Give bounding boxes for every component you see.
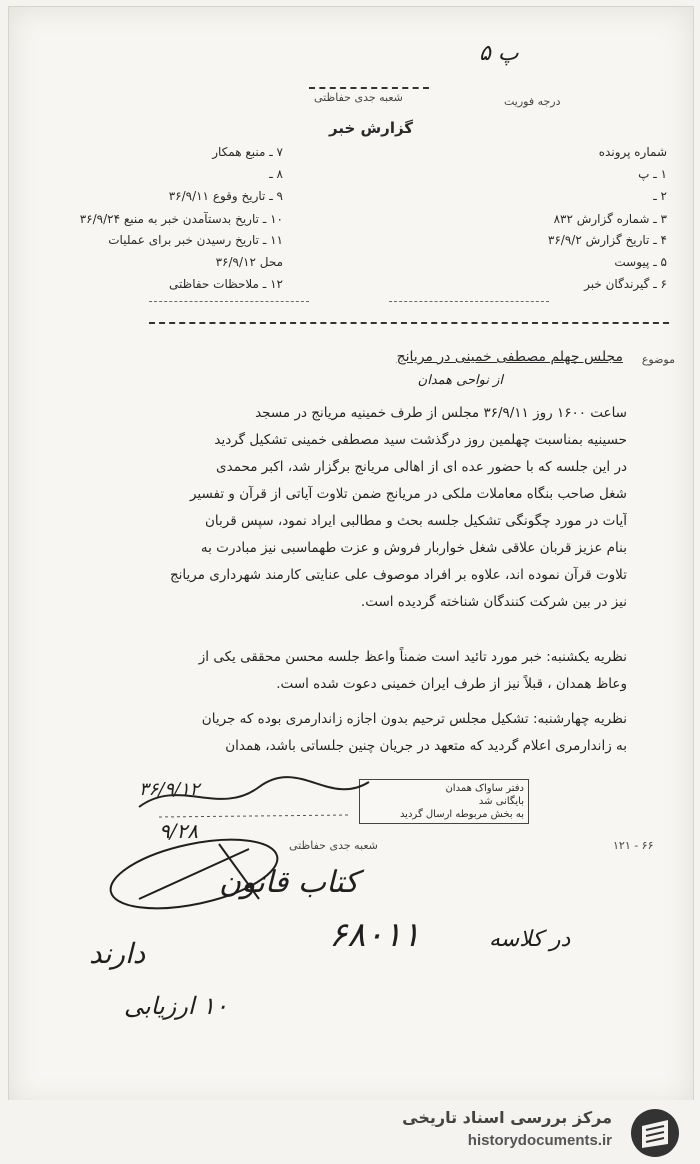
body-line: شغل صاحب بنگاه معاملات ملکی در مریانج ضمن تلاوت آیاتی از قرآن و تفسیر	[189, 486, 627, 502]
bottom-department: شعبه جدی حفاظتی	[289, 839, 378, 852]
field-left-6: محل ۳۶/۹/۱۲	[215, 255, 283, 269]
note-line: نظریه چهارشنبه: تشکیل مجلس ترحیم بدون اجازه زاندارمری بوده که جریان	[201, 711, 627, 727]
stamp-line: دفتر ساواک همدان	[445, 783, 524, 794]
note-line: نظریه یکشنبه: خبر مورد تائید است ضمناً واعظ جلسه محسن محققی یکی از	[198, 649, 627, 665]
field-right-1: شماره پرونده	[598, 145, 667, 159]
note-line: وعاظ همدان ، قبلاً نیز از طرف ایران خمینی دعوت شده است.	[276, 676, 627, 692]
body-line: در این جلسه که با حضور عده ای از اهالی مریانج برگزار شد، اکبر محمدی	[216, 459, 627, 475]
header-rule	[309, 87, 429, 89]
form-code: ۱۲۱ - ۶۶	[613, 839, 654, 852]
signature-scribble-icon	[129, 767, 379, 827]
body-line: نیز در بین شرکت کنندگان شناخته گردیده است.	[360, 594, 627, 610]
archive-stamp	[359, 779, 529, 824]
field-right-4: ۳ ـ شماره گزارش ۸۳۲	[553, 212, 667, 226]
stamp-line: بایگانی شد	[478, 796, 524, 807]
hand-mark: ۹/۲۸	[159, 819, 198, 843]
body-line: بنام عزیز قربان علاقی شغل خواربار فروش و عزت طهماسبی نیز مبادرت به	[200, 540, 627, 556]
footer-site: historydocuments.ir	[467, 1132, 612, 1149]
field-left-1: ۷ ـ منبع همکار	[212, 145, 283, 159]
note-line: به زاندارمری اعلام گردید که متعهد در جریان چنین جلساتی باشد، همدان	[225, 738, 627, 754]
field-left-2: ۸ ـ	[269, 167, 283, 181]
field-right-3: ۲ ـ	[653, 189, 667, 203]
field-left-4: ۱۰ ـ تاریخ بدستآمدن خبر به منبع ۳۶/۹/۲۴	[79, 212, 283, 226]
field-rule	[149, 301, 309, 302]
footer-org-name: مرکز بررسی اسناد تاریخی	[402, 1108, 612, 1127]
hand-note-1: کتاب قانون	[219, 865, 359, 900]
body-line: آیات در مورد چگونگی تشکیل جلسه بحث و مطالبی ایراد نمود، سپس قربان	[205, 513, 627, 529]
body-line: ساعت ۱۶۰۰ روز ۳۶/۹/۱۱ مجلس از طرف خمینیه مریانج در مسجد	[255, 405, 627, 421]
subject-text: مجلس چهلم مصطفی خمینی در مریانج	[396, 349, 623, 365]
hand-number: ۶۸۰۱۱	[329, 915, 421, 955]
body-line: تلاوت قرآن نموده اند، علاوه بر افراد موصوف علی عنایتی کارمند شهرداری مریانج	[169, 567, 627, 583]
document-page	[8, 6, 694, 1108]
footer-watermark	[0, 1100, 700, 1164]
classification-label: درجه فوریت	[504, 95, 561, 108]
archive-logo-icon	[628, 1106, 682, 1160]
subject-label: موضوع	[641, 353, 675, 366]
subject-extra: از نواحی همدان	[417, 373, 503, 388]
body-line: حسینیه بمناسبت چهلمین روز درگذشت سید مصطفی خمینی تشکیل گردید	[214, 432, 627, 448]
hand-note-4: ۱۰ ارزیابی	[124, 992, 228, 1020]
hand-note-3: در کلاسه	[489, 927, 571, 952]
section-divider	[149, 322, 669, 324]
page-mark: ۵ پ	[479, 41, 519, 66]
form-title: گزارش خبر	[329, 119, 414, 137]
field-rule	[389, 301, 549, 302]
hand-note-2: دارند	[89, 937, 146, 970]
field-left-5: ۱۱ ـ تاریخ رسیدن خبر برای عملیات	[108, 233, 283, 247]
field-right-2: ۱ ـ پ	[638, 167, 667, 181]
signature-date: ۳۶/۹/۱۲	[139, 779, 200, 800]
stamp-line: به بخش مربوطه ارسال گردید	[399, 809, 524, 820]
field-right-6: ۵ ـ پیوست	[614, 255, 667, 269]
field-left-3: ۹ ـ تاریخ وقوع ۳۶/۹/۱۱	[168, 189, 283, 203]
field-right-7: ۶ ـ گیرندگان خبر	[584, 277, 667, 291]
field-left-7: ۱۲ ـ ملاحظات حفاظتی	[169, 277, 283, 291]
field-right-5: ۴ ـ تاریخ گزارش ۳۶/۹/۲	[547, 233, 667, 247]
department-label: شعبه جدی حفاظتی	[314, 91, 403, 104]
